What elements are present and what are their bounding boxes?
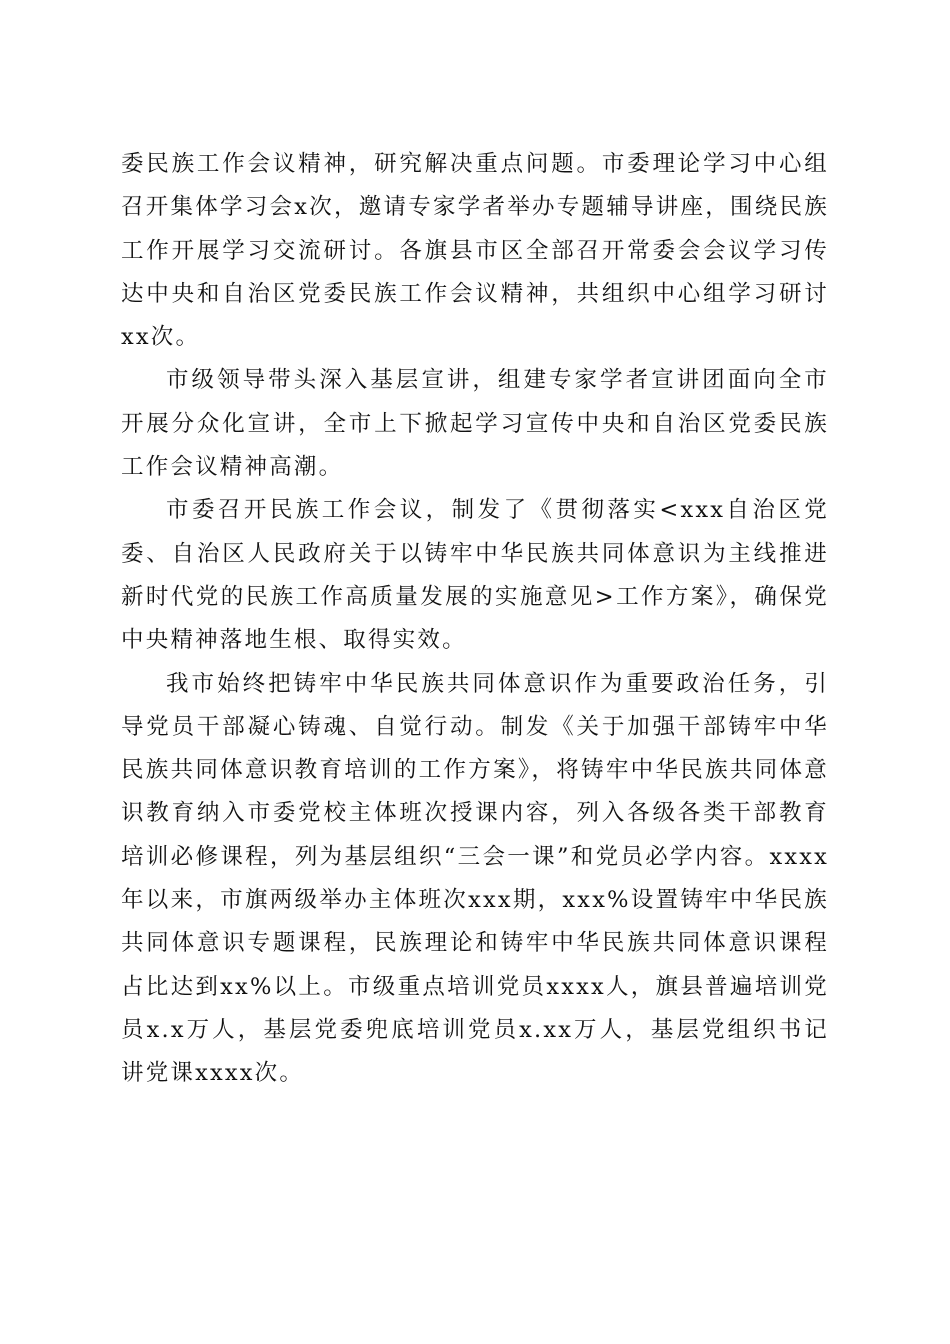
paragraph-work-conference: 市委召开民族工作会议，制发了《贯彻落实<xxx自治区党委、自治区人民政府关于以铸牢中华民族共同体意识为主线推进新时代党的民族工作高质量发展的实施意见>工作方案》，确保党中央精神落地生根、取得实效。 [121, 497, 829, 654]
paragraph-continued: 委民族工作会议精神，研究解决重点问题。市委理论学习中心组召开集体学习会x次，邀请专家学者举办专题辅导讲座，围绕民族工作开展学习交流研讨。各旗县市区全部召开常委会会议学习传达中央和自治区党委民族工作会议精神，共组织中心组学习研讨xx次。 [121, 151, 829, 351]
paragraph-leaders-outreach: 市级领导带头深入基层宣讲，组建专家学者宣讲团面向全市开展分众化宣讲，全市上下掀起学习宣传中央和自治区党委民族工作会议精神高潮。 [121, 367, 829, 481]
paragraph-cadre-training: 我市始终把铸牢中华民族共同体意识作为重要政治任务，引导党员干部凝心铸魂、自觉行动。制发《关于加强干部铸牢中华民族共同体意识教育培训的工作方案》，将铸牢中华民族共同体意识教育纳入市委党校主体班次授课内容，列入各级各类干部教育培训必修课程，列为基层组织“三会一课”和党员必学内容。xxxx年以来，市旗两级举办主体班次xxx期，xxx%设置铸牢中华民族共同体意识专题课程，民族理论和铸牢中华民族共同体意识课程占比达到xx%以上。市级重点培训党员xxxx人，旗县普遍培训党员x.x万人，基层党委兜底培训党员x.xx万人，基层党组织书记讲党课xxxx次。 [121, 670, 829, 1087]
document-body [121, 143, 829, 1096]
